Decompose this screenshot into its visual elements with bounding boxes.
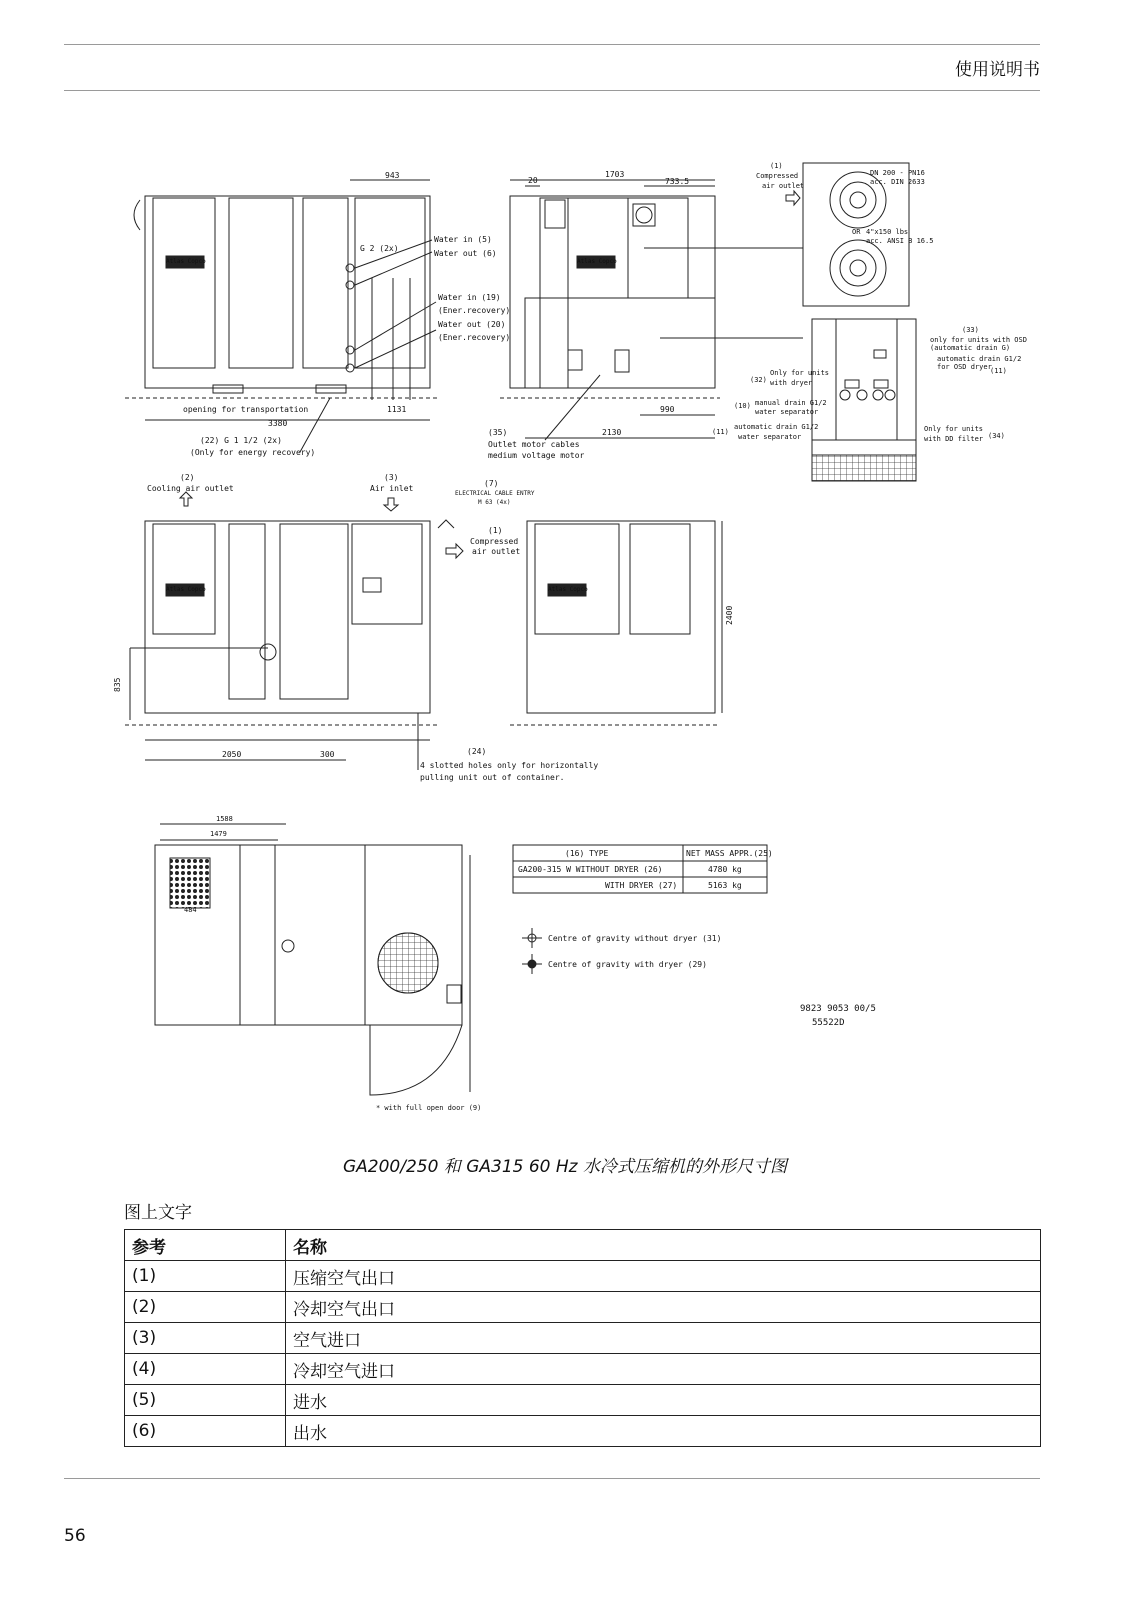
- dryer-labels: [712, 326, 1027, 443]
- label-air-inlet: Air inlet: [370, 484, 414, 493]
- mass-table-text: [518, 849, 773, 890]
- view-side-middle-labels: [548, 586, 734, 625]
- ref-cell: (5): [125, 1385, 286, 1416]
- view-rear-middle: [125, 492, 463, 770]
- flange-labels: [756, 162, 933, 245]
- ref-cell: (1): [125, 1261, 286, 1292]
- label-ref1: (1): [770, 162, 783, 170]
- column-header-ref: 参考: [125, 1230, 286, 1261]
- dim-835: 835: [113, 677, 122, 692]
- label-with-dd: with DD filter: [924, 435, 984, 443]
- drawing-code: 55522D: [812, 1018, 845, 1028]
- dim-484: 484: [184, 906, 197, 914]
- label-water-out-20: Water out (20): [438, 320, 506, 329]
- label-electrical-cable: ELECTRICAL CABLE ENTRY: [455, 490, 535, 497]
- header-title: 使用说明书: [955, 60, 1040, 80]
- dim-2400: 2400: [725, 605, 734, 625]
- label-ener-recovery-1: (Ener.recovery): [438, 306, 511, 315]
- label-ref33: (33): [962, 326, 979, 334]
- label-compressed-mid: Compressed: [470, 537, 519, 546]
- label-air-outlet-mid: air outlet: [472, 547, 521, 556]
- dim-3380: 3380: [268, 419, 288, 428]
- label-water-in-19: Water in (19): [438, 293, 501, 302]
- brand-logo-2: Atlas Copco: [577, 258, 617, 265]
- label-compressed: Compressed: [756, 172, 799, 180]
- brand-logo-4: Atlas Copco: [548, 586, 588, 593]
- label-slotted-2: pulling unit out of container.: [420, 773, 565, 782]
- label-only-osd: only for units with OSD: [930, 336, 1027, 344]
- table-row: [125, 1354, 1041, 1385]
- dim-943: 943: [385, 171, 400, 180]
- column-header-name: 名称: [286, 1230, 1041, 1261]
- ref-cell: (4): [125, 1354, 286, 1385]
- label-centre-without: Centre of gravity without dryer (31): [548, 934, 722, 943]
- label-water-in-5: Water in (5): [434, 235, 492, 244]
- label-only-energy: (Only for energy recovery): [190, 448, 316, 457]
- label-or: OR: [852, 228, 861, 236]
- table-row: [125, 1385, 1041, 1416]
- dim-300: 300: [320, 750, 335, 759]
- dim-1588: 1588: [216, 815, 233, 823]
- label-for-osd: for OSD dryer: [937, 363, 992, 371]
- label-ref2: (2): [180, 473, 195, 482]
- label-opening-transport: opening for transportation: [183, 405, 309, 414]
- label-dn200: DN 200 - PN16: [870, 169, 925, 177]
- name-cell: 出水: [286, 1416, 1041, 1447]
- label-acc-din: acc. DIN 2633: [870, 178, 925, 186]
- label-cooling-outlet: Cooling air outlet: [147, 484, 234, 493]
- table-row: [125, 1323, 1041, 1354]
- brand-logo: Atlas Copco: [166, 258, 206, 265]
- view-side-middle: [510, 521, 722, 725]
- label-air-outlet: air outlet: [762, 182, 805, 190]
- name-cell: 冷却空气出口: [286, 1292, 1041, 1323]
- page-number: 56: [64, 1526, 86, 1546]
- label-auto-drain-g12: automatic drain G1/2: [937, 355, 1022, 363]
- table-header-type: (16) TYPE: [565, 849, 609, 858]
- label-ener-recovery-2: (Ener.recovery): [438, 333, 511, 342]
- label-ref35: (35): [488, 428, 508, 437]
- dim-1131: 1131: [387, 405, 407, 414]
- ref-cell: (2): [125, 1292, 286, 1323]
- label-ref3: (3): [384, 473, 399, 482]
- dim-1703: 1703: [605, 170, 625, 179]
- name-cell: 压缩空气出口: [286, 1261, 1041, 1292]
- table-header-row: [125, 1230, 1041, 1261]
- label-ref34: (34): [988, 432, 1005, 440]
- label-ref32: (32): [750, 376, 767, 384]
- dim-990: 990: [660, 405, 675, 414]
- table-row: [125, 1261, 1041, 1292]
- cog-labels: [548, 934, 721, 969]
- view-front-top-labels: [166, 171, 510, 457]
- label-m63: M 63 (4x): [478, 499, 511, 506]
- reference-table: [124, 1229, 1041, 1447]
- table-row1-mass: 4780 kg: [708, 865, 742, 874]
- label-ansi: acc. ANSI B 16.5: [866, 237, 934, 245]
- dim-1479: 1479: [210, 830, 227, 838]
- view-side-top-labels: [488, 170, 689, 460]
- label-hole-spec: 4"x150 lbs: [866, 228, 909, 236]
- label-medium-voltage: medium voltage motor: [488, 451, 585, 460]
- table-row1-type: GA200-315 W WITHOUT DRYER (26): [518, 865, 663, 874]
- table-header-mass: NET MASS APPR.(25): [686, 849, 773, 858]
- view-plan-bottom: [155, 824, 470, 1095]
- name-cell: 进水: [286, 1385, 1041, 1416]
- label-ref10: (10): [734, 402, 751, 410]
- table-row: [125, 1416, 1041, 1447]
- label-auto-drain-g: (automatic drain G): [930, 344, 1011, 352]
- label-water-sep-1: water separator: [755, 408, 819, 416]
- table-row2-mass: 5163 kg: [708, 881, 742, 890]
- table-row: [125, 1292, 1041, 1323]
- table-row2-type: WITH DRYER (27): [605, 881, 678, 890]
- ref-cell: (3): [125, 1323, 286, 1354]
- ref-cell: (6): [125, 1416, 286, 1447]
- label-ref24: (24): [467, 747, 487, 756]
- footer-rule: [64, 1478, 1040, 1479]
- name-cell: 冷却空气进口: [286, 1354, 1041, 1385]
- dim-20: 20: [528, 176, 538, 185]
- figure-caption: GA200/250 和 GA315 60 Hz 水冷式压缩机的外形尺寸图: [342, 1157, 788, 1177]
- label-ref9: * with full open door (9): [376, 1104, 482, 1112]
- label-water-out-6: Water out (6): [434, 249, 497, 258]
- label-slotted-1: 4 slotted holes only for horizontally: [420, 761, 599, 770]
- label-manual-drain: manual drain G1/2: [755, 399, 827, 407]
- legend-heading: 图上文字: [124, 1203, 192, 1223]
- view-rear-middle-labels: [113, 473, 598, 782]
- dim-2130: 2130: [602, 428, 622, 437]
- dim-733: 733.5: [665, 177, 690, 186]
- label-ref11a: (11): [990, 367, 1007, 375]
- dim-2050: 2050: [222, 750, 242, 759]
- label-g2: G 2 (2x): [360, 244, 399, 253]
- label-with-dryer: with dryer: [770, 379, 813, 387]
- label-ref11b: (11): [712, 428, 729, 436]
- brand-logo-3: Atlas Copco: [166, 586, 206, 593]
- doc-number: 9823 9053 00/5: [800, 1004, 876, 1014]
- label-auto-drain: automatic drain G1/2: [734, 423, 819, 431]
- label-outlet-motor: Outlet motor cables: [488, 440, 580, 449]
- label-ref22: (22) G 1 1/2 (2x): [200, 436, 282, 445]
- label-ref1-mid: (1): [488, 526, 503, 535]
- label-water-sep-2: water separator: [738, 433, 802, 441]
- label-ref7: (7): [484, 479, 499, 488]
- name-cell: 空气进口: [286, 1323, 1041, 1354]
- label-only-dd: Only for units: [924, 425, 984, 433]
- cog-symbols: [522, 928, 542, 974]
- label-only-units: Only for units: [770, 369, 830, 377]
- dryer-detail: [812, 319, 916, 481]
- label-centre-with: Centre of gravity with dryer (29): [548, 960, 707, 969]
- doc-codes: [800, 1004, 876, 1028]
